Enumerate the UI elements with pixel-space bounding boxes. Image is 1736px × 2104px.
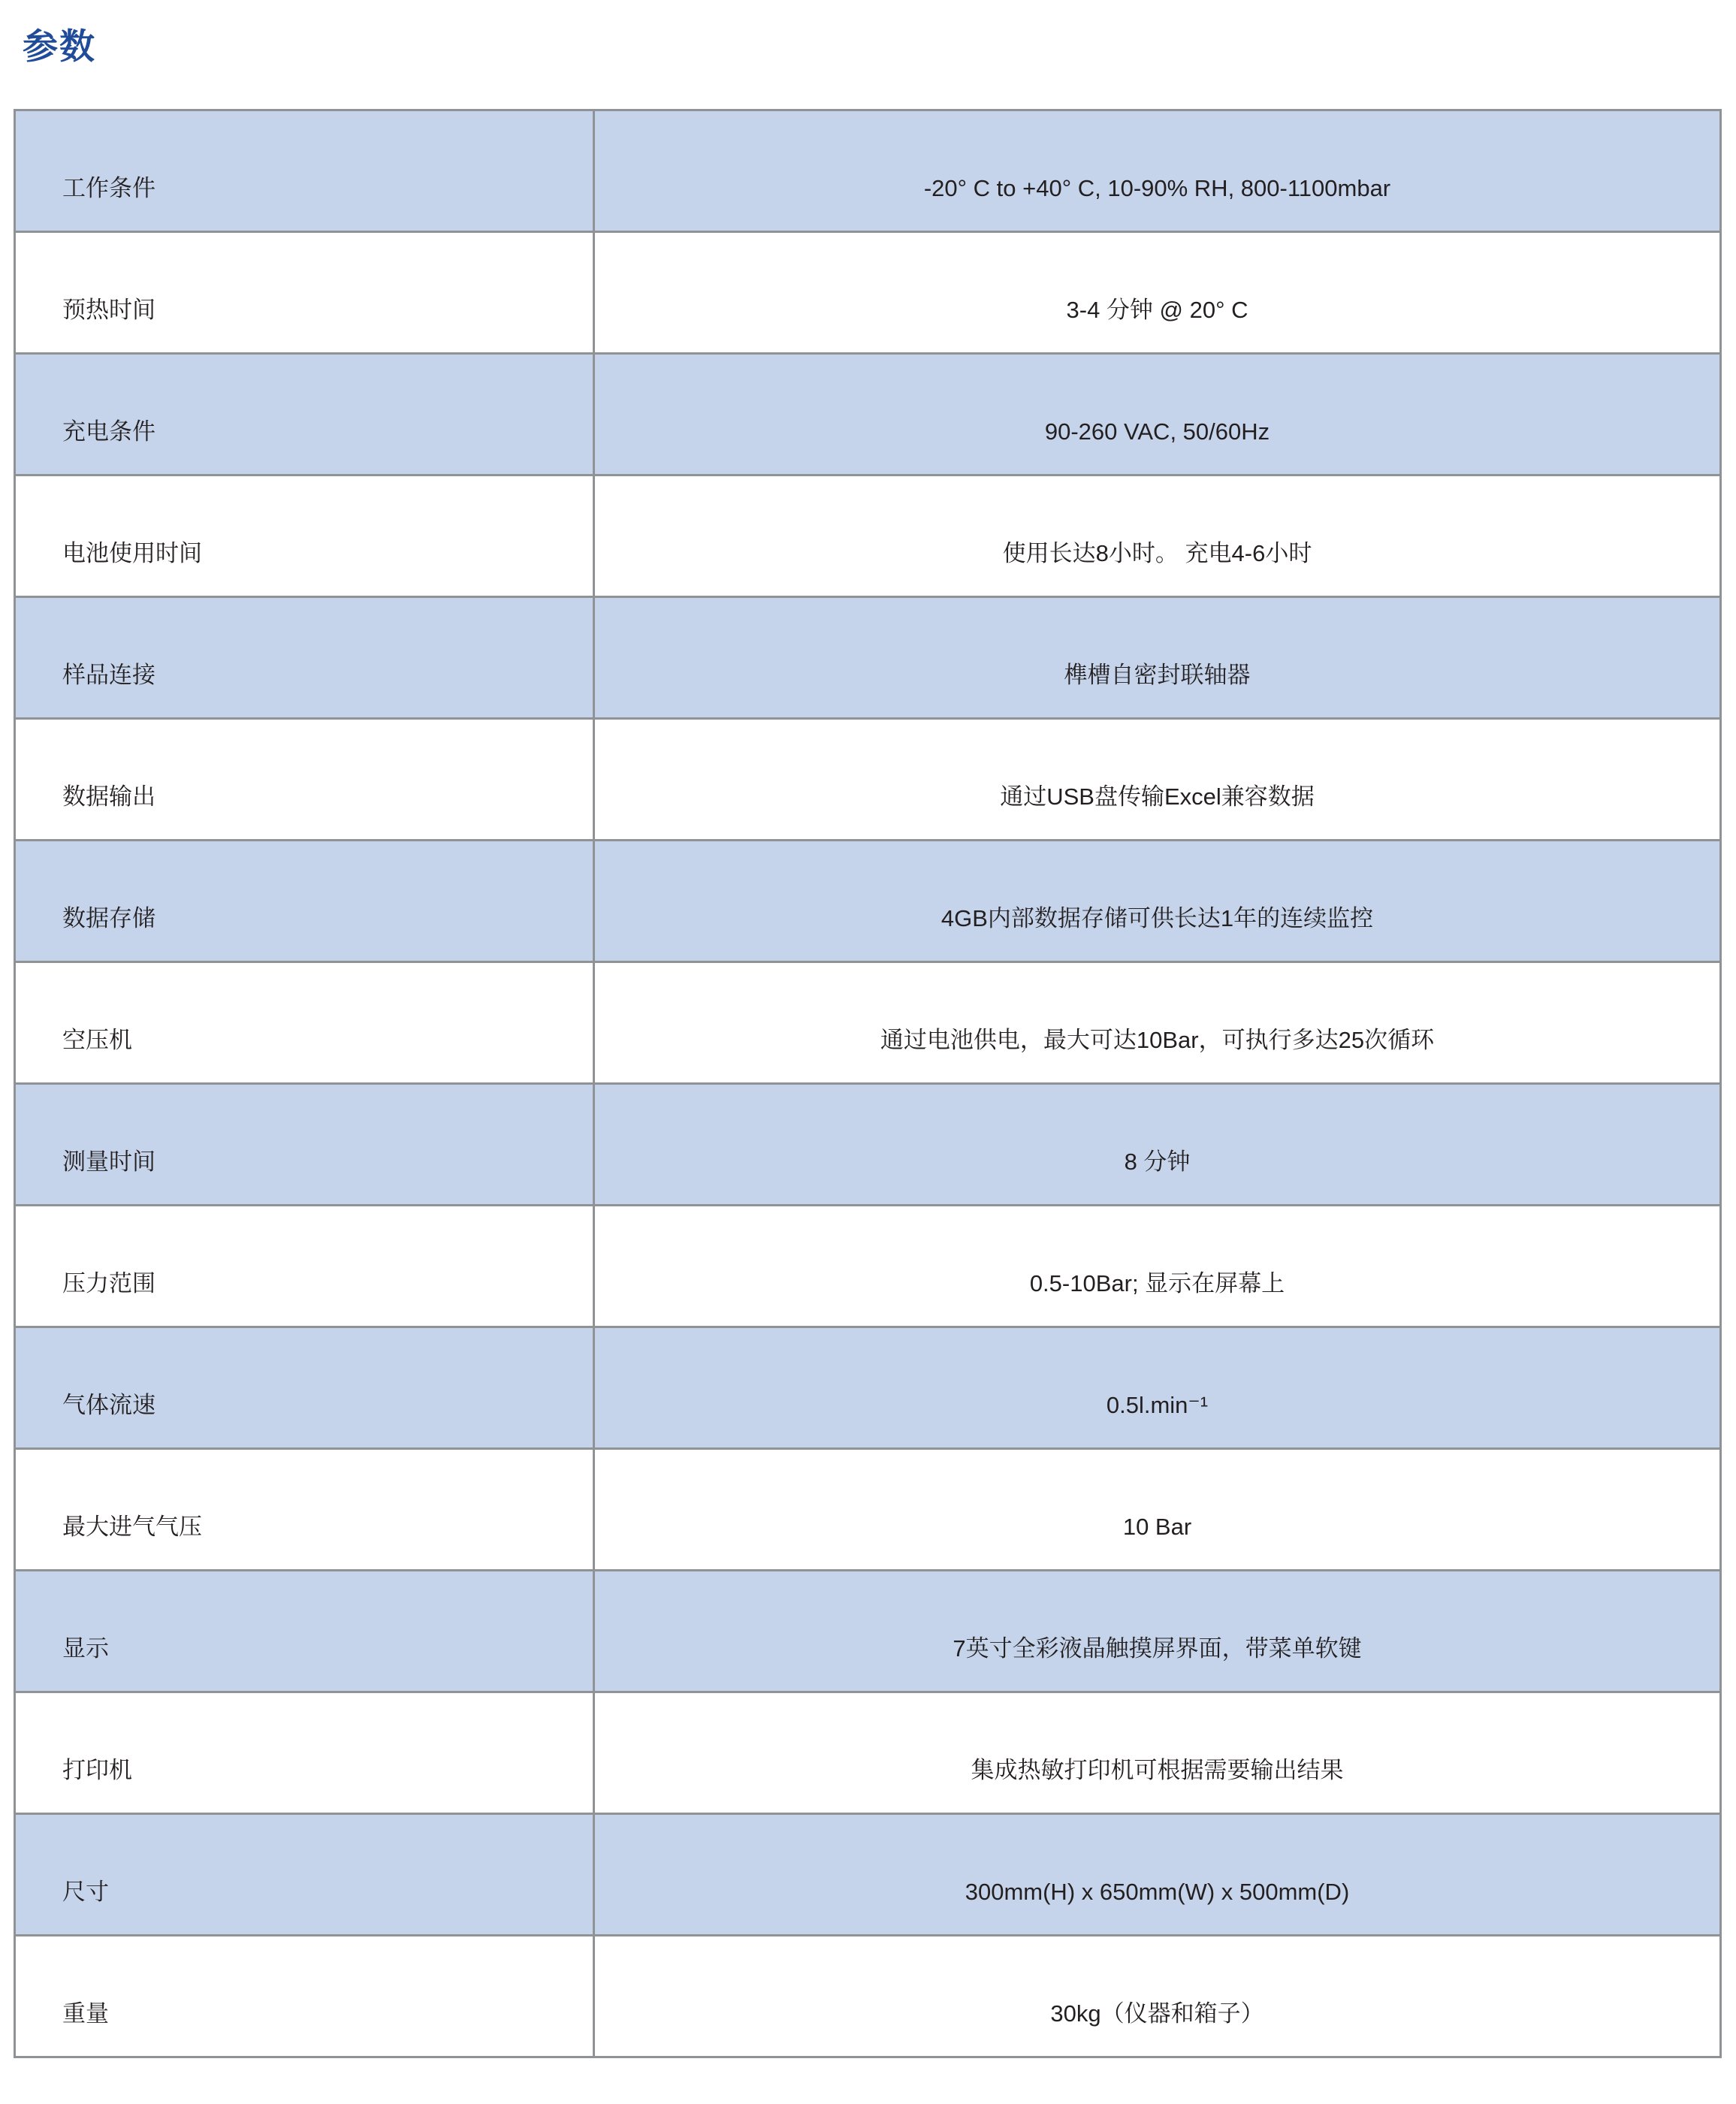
spec-row (15, 962, 1721, 1084)
spec-value-cell: 通过电池供电，最大可达10Bar，可执行多达25次循环 (594, 962, 1721, 1084)
spec-row (15, 1084, 1721, 1206)
spec-label-cell: 打印机 (15, 1692, 594, 1814)
spec-value-cell: 10 Bar (594, 1449, 1721, 1571)
spec-label-cell: 气体流速 (15, 1327, 594, 1449)
spec-label-cell: 压力范围 (15, 1206, 594, 1327)
spec-label-cell: 工作条件 (15, 110, 594, 232)
spec-label-cell: 最大进气气压 (15, 1449, 594, 1571)
page-title: 参数 (23, 26, 96, 66)
spec-label-cell: 充电条件 (15, 354, 594, 475)
spec-row (15, 1814, 1721, 1936)
spec-row (15, 1936, 1721, 2057)
spec-label-cell: 显示 (15, 1571, 594, 1692)
spec-value-cell: 使用长达8小时。 充电4-6小时 (594, 475, 1721, 597)
spec-label-cell: 数据存储 (15, 841, 594, 962)
spec-value-cell: 0.5-10Bar; 显示在屏幕上 (594, 1206, 1721, 1327)
spec-label-cell: 重量 (15, 1936, 594, 2057)
spec-label-cell: 样品连接 (15, 597, 594, 719)
spec-value-cell: 0.5l.min⁻¹ (594, 1327, 1721, 1449)
spec-row (15, 1449, 1721, 1571)
spec-row (15, 841, 1721, 962)
spec-value-cell: -20° C to +40° C, 10-90% RH, 800-1100mbar (594, 110, 1721, 232)
spec-value-cell: 通过USB盘传输Excel兼容数据 (594, 719, 1721, 841)
spec-value-cell: 30kg（仪器和箱子） (594, 1936, 1721, 2057)
spec-row (15, 110, 1721, 232)
spec-value-cell: 90-260 VAC, 50/60Hz (594, 354, 1721, 475)
spec-value-cell: 集成热敏打印机可根据需要输出结果 (594, 1692, 1721, 1814)
spec-row (15, 1327, 1721, 1449)
spec-label-cell: 预热时间 (15, 232, 594, 354)
spec-row (15, 1571, 1721, 1692)
spec-value-cell: 4GB内部数据存储可供长达1年的连续监控 (594, 841, 1721, 962)
spec-value-cell: 榫槽自密封联轴器 (594, 597, 1721, 719)
spec-row (15, 597, 1721, 719)
spec-label-cell: 数据输出 (15, 719, 594, 841)
specs-table-body (15, 110, 1721, 2057)
spec-value-cell: 3-4 分钟 @ 20° C (594, 232, 1721, 354)
spec-value-cell: 300mm(H) x 650mm(W) x 500mm(D) (594, 1814, 1721, 1936)
spec-row (15, 232, 1721, 354)
spec-row (15, 719, 1721, 841)
spec-label-cell: 空压机 (15, 962, 594, 1084)
spec-value-cell: 8 分钟 (594, 1084, 1721, 1206)
spec-row (15, 475, 1721, 597)
spec-label-cell: 测量时间 (15, 1084, 594, 1206)
spec-row (15, 1206, 1721, 1327)
spec-row (15, 1692, 1721, 1814)
spec-row (15, 354, 1721, 475)
spec-value-cell: 7英寸全彩液晶触摸屏界面，带菜单软键 (594, 1571, 1721, 1692)
spec-label-cell: 尺寸 (15, 1814, 594, 1936)
spec-label-cell: 电池使用时间 (15, 475, 594, 597)
specs-table (14, 109, 1722, 2058)
